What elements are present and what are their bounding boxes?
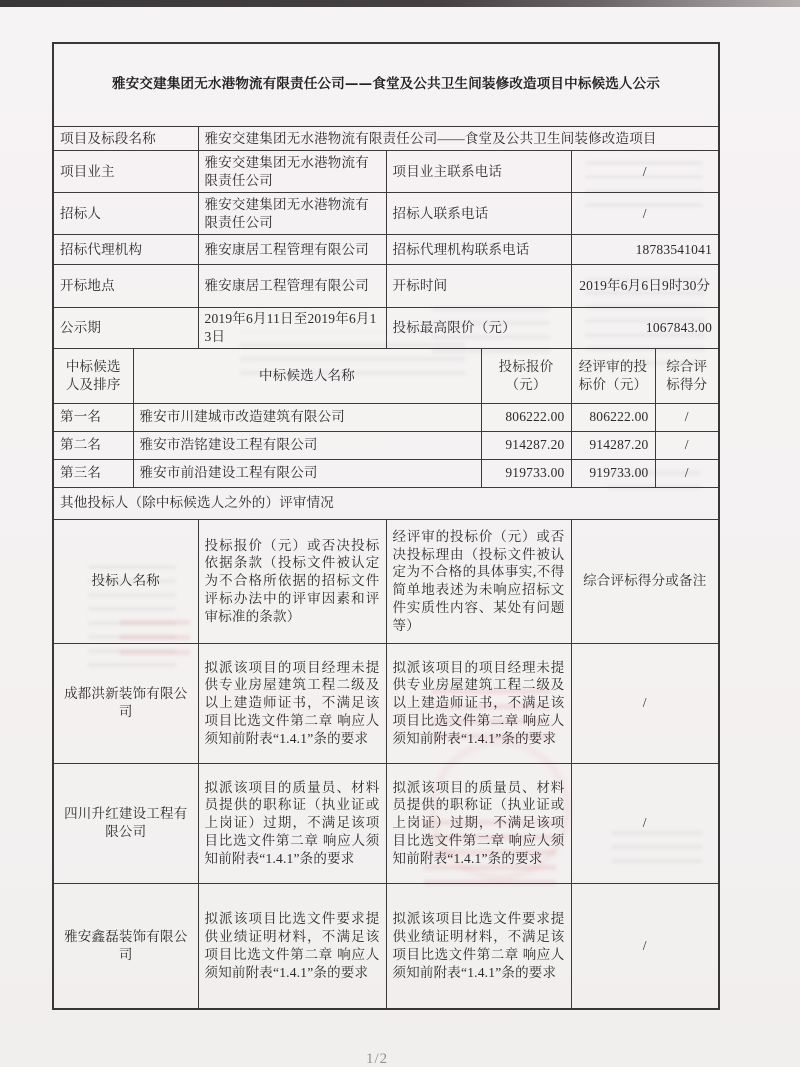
column-header-rejection-reason: 经评审的投标价（元）或否决投标理由（投标文件被认定为不合格的具体事实,不得简单地表述为未响应招标文件实质性内容、某处有问题等） [386,519,571,643]
bidder-name: 雅安鑫磊装饰有限公司 [53,883,198,1009]
candidate-name: 雅安市浩铭建设工程有限公司 [133,431,481,459]
info-value: 2019年6月6日9时30分 [571,265,719,308]
candidate-bid-price: 919733.00 [481,459,571,487]
bidder-name: 成都洪新装饰有限公司 [53,643,198,763]
info-label: 投标最高限价（元） [386,308,571,349]
rejection-reason: 拟派该项目的质量员、材料员提供的职称证（执业证或上岗证）过期，不满足该项目比选文件第二章 响应人须知前附表“1.4.1”条的要求 [386,763,571,883]
other-bidder-row [53,763,719,883]
column-header-evaluated-price: 经评审的投标价（元） [571,348,655,403]
info-label: 项目业主 [53,151,198,193]
info-label: 公示期 [53,308,198,349]
info-label: 招标代理机构 [53,235,198,265]
column-header-bid-price: 投标报价（元） [481,348,571,403]
column-header-rejection-clause: 投标报价（元）或否决投标依据条款（投标文件被认定为不合格所依据的招标文件评标办法中的评审因素和评审标准的条款） [198,519,386,643]
candidate-score: / [655,403,719,431]
info-label: 招标人联系电话 [386,193,571,235]
bidder-name: 四川升红建设工程有限公司 [53,763,198,883]
info-label: 项目业主联系电话 [386,151,571,193]
column-header-rank: 中标候选人及排序 [53,348,133,403]
candidate-rank: 第一名 [53,403,133,431]
rejection-clause: 拟派该项目的项目经理未提供专业房屋建筑工程二级及以上建造师证书，不满足该项目比选文件第二章 响应人须知前附表“1.4.1”条的要求 [198,643,386,763]
info-label: 招标人 [53,193,198,235]
announcement-table [52,42,718,1010]
info-value: / [571,151,719,193]
column-header-candidate-name: 中标候选人名称 [133,348,481,403]
info-value: 雅安交建集团无水港物流有限责任公司 [198,151,386,193]
info-value: / [571,193,719,235]
rejection-reason: 拟派该项目比选文件要求提供业绩证明材料，不满足该项目比选文件第二章 响应人须知前附表“1.4.1”条的要求 [386,883,571,1009]
page-number: 1/2 [366,1051,389,1067]
bidder-score: / [571,643,719,763]
info-label: 招标代理机构联系电话 [386,235,571,265]
info-value: 雅安交建集团无水港物流有限责任公司 [198,193,386,235]
column-header-score-or-remark: 综合评标得分或备注 [571,519,719,643]
info-value: 1067843.00 [571,308,719,349]
candidate-name: 雅安市川建城市改造建筑有限公司 [133,403,481,431]
info-value: 2019年6月11日至2019年6月13日 [198,308,386,349]
bidder-score: / [571,883,719,1009]
candidate-score: / [655,431,719,459]
column-header-score: 综合评标得分 [655,348,719,403]
info-value: 雅安康居工程管理有限公司 [198,265,386,308]
candidate-name: 雅安市前沿建设工程有限公司 [133,459,481,487]
document-title: 雅安交建集团无水港物流有限责任公司——食堂及公共卫生间装修改造项目中标候选人公示 [53,43,719,127]
rejection-reason: 拟派该项目的项目经理未提供专业房屋建筑工程二级及以上建造师证书，不满足该项目比选文件第二章 响应人须知前附表“1.4.1”条的要求 [386,643,571,763]
scanner-edge-artifact [0,0,800,7]
candidate-evaluated-price: 806222.00 [571,403,655,431]
candidate-bid-price: 806222.00 [481,403,571,431]
info-label: 开标时间 [386,265,571,308]
candidate-evaluated-price: 914287.20 [571,431,655,459]
other-bidder-row [53,883,719,1009]
candidate-evaluated-price: 919733.00 [571,459,655,487]
info-value: 18783541041 [571,235,719,265]
candidate-row [53,431,719,459]
candidate-row [53,459,719,487]
column-header-bidder-name: 投标人名称 [53,519,198,643]
candidate-row [53,403,719,431]
other-bidder-row [53,643,719,763]
candidate-rank: 第三名 [53,459,133,487]
rejection-clause: 拟派该项目比选文件要求提供业绩证明材料，不满足该项目比选文件第二章 响应人须知前附表“1.4.1”条的要求 [198,883,386,1009]
candidate-score: / [655,459,719,487]
candidate-bid-price: 914287.20 [481,431,571,459]
rejection-clause: 拟派该项目的质量员、材料员提供的职称证（执业证或上岗证）过期，不满足该项目比选文件第二章 响应人须知前附表“1.4.1”条的要求 [198,763,386,883]
other-bidders-section-title: 其他投标人（除中标候选人之外的）评审情况 [53,487,719,519]
candidate-rank: 第二名 [53,431,133,459]
info-label: 项目及标段名称 [53,127,198,151]
bidder-score: / [571,763,719,883]
info-value: 雅安交建集团无水港物流有限责任公司——食堂及公共卫生间装修改造项目 [198,127,719,151]
info-label: 开标地点 [53,265,198,308]
info-value: 雅安康居工程管理有限公司 [198,235,386,265]
